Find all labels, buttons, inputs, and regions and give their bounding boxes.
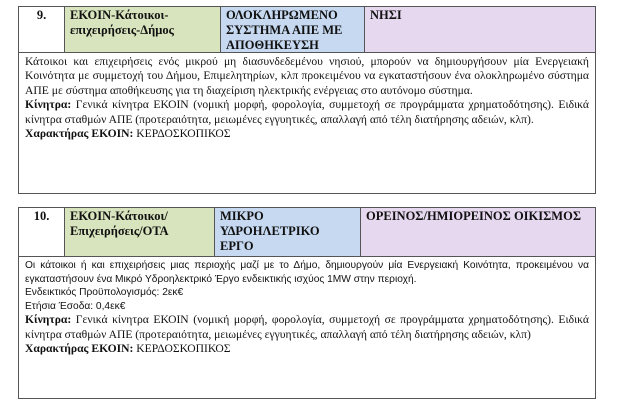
revenue-text: Ετήσια Έσοδα: 0,4εκ€ — [25, 300, 126, 312]
scenario-card-10 — [18, 207, 596, 399]
character-label: Χαρακτήρας ΕΚΟΙΝ: — [25, 127, 134, 141]
character-paragraph — [25, 342, 589, 356]
participants-cell: ΕΚΟΙΝ-Κάτοικοι/Επιχειρήσεις/ΟΤΑ — [65, 208, 215, 256]
character-label: Χαρακτήρας ΕΚΟΙΝ: — [25, 342, 134, 356]
description-text: Οι κάτοικοι ή και επιχειρήσεις μιας περιοχής μαζί με το Δήμο, δημιουργούν μία Ενεργειακή Κοινότητα, προκειμένου να εγκαταστήσουν ένα Μικρό Υδροηλεκτρικό Έργο ενδεικτικής ισχύος 1MW στην περιοχή. — [25, 260, 589, 285]
location-type-cell: ΝΗΣΙ — [365, 7, 595, 52]
description-text: Κάτοικοι και επιχειρήσεις ενός μικρού μη διασυνδεδεμένου νησιού, μπορούν να δημιουργήσουν μία Ενεργειακή Κοινότητα με συμμετοχή του Δήμου, Επιμελητηρίων, κλπ προκειμένου να εγκαταστήσουν ένα ολοκληρωμένο σύστημα ΑΠΕ με σύστημα αποθήκευσης για τη διαχείριση ηλεκτρικής ενέργειας στο αυτόνομο σύστημα. — [25, 55, 589, 97]
incentives-paragraph — [25, 98, 589, 127]
character-value: ΚΕΡΔΟΣΚΟΠΙΚΟΣ — [133, 127, 231, 141]
incentives-text: Γενικά κίνητρα ΕΚΟΙΝ (νομική μορφή, φορολογία, συμμετοχή σε προγράμματα χρηματοδότησης). Ειδικά κίνητρα σταθμών ΑΠΕ (προτεραιότητα, μειωμένες εγγυητικές, απαλλαγή από τέλη διατήρησης αδειών, κλπ) — [25, 313, 589, 341]
scenario-number: 9. — [19, 7, 65, 52]
location-type-cell: ΟΡΕΙΝΟΣ/ΗΜΙΟΡΕΙΝΟΣ ΟΙΚΙΣΜΟΣ — [361, 208, 595, 256]
budget-text: Ενδεικτικός Προϋπολογισμός: 2εκ€ — [25, 287, 184, 299]
incentives-paragraph — [25, 313, 589, 342]
incentives-label: Κίνητρα: — [25, 98, 72, 112]
card-header — [19, 7, 595, 53]
card-body — [19, 53, 595, 143]
project-type-cell: ΟΛΟΚΛΗΡΩΜΕΝΟ ΣΥΣΤΗΜΑ ΑΠΕ ΜΕ ΑΠΟΘΗΚΕΥΣΗ — [221, 7, 365, 52]
card-header — [19, 208, 595, 257]
incentives-label: Κίνητρα: — [25, 313, 72, 327]
character-value: ΚΕΡΔΟΣΚΟΠΙΚΟΣ — [133, 342, 231, 356]
scenario-number: 10. — [19, 208, 65, 256]
scenario-card-9 — [18, 6, 596, 194]
participants-cell: ΕΚΟΙΝ-Κάτοικοι-επιχειρήσεις-Δήμος — [65, 7, 221, 52]
incentives-text: Γενικά κίνητρα ΕΚΟΙΝ (νομική μορφή, φορολογία, συμμετοχή σε προγράμματα χρηματοδότησης). Ειδικά κίνητρα σταθμών ΑΠΕ (προτεραιότητα, μειωμένες εγγυητικές, απαλλαγή από τέλη διατήρησης αδειών, κλπ). — [25, 98, 589, 126]
character-paragraph — [25, 127, 589, 141]
card-body — [19, 257, 595, 359]
project-type-cell: ΜΙΚΡΟ ΥΔΡΟΗΛΕΤΡΙΚΟ ΕΡΓΟ — [215, 208, 361, 256]
